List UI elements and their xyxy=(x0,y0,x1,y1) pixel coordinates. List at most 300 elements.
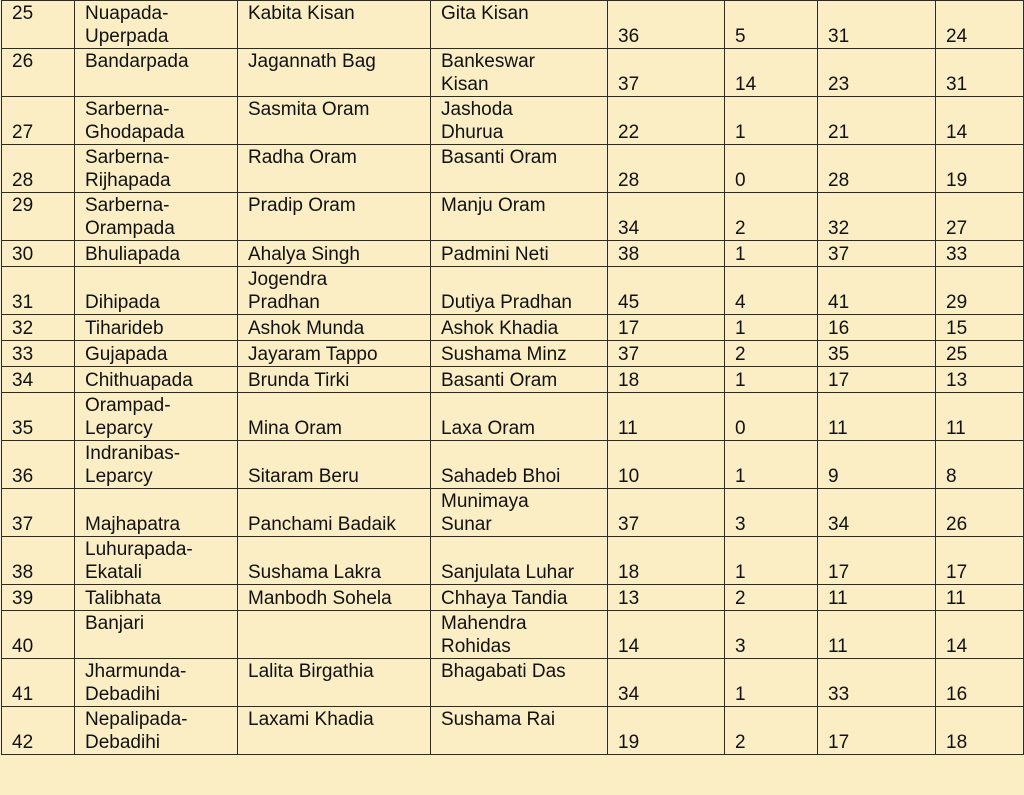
cell-text-line: Basanti Oram xyxy=(441,147,558,168)
count-cell-4 xyxy=(936,393,1024,441)
count-cell-4 xyxy=(936,267,1024,315)
count-cell-1 xyxy=(608,145,725,193)
serial-number-cell xyxy=(2,267,75,315)
count-cell-4 xyxy=(936,193,1024,241)
cell-text-line: Orampada xyxy=(85,218,175,239)
name-cell-2 xyxy=(431,315,608,341)
name-cell-2 xyxy=(431,441,608,489)
cell-text: 2 xyxy=(735,732,746,753)
cell-text-line: Sasmita Oram xyxy=(248,99,370,120)
serial-number-cell xyxy=(2,441,75,489)
cell-text-line: Gujapada xyxy=(85,344,168,365)
cell-text: 36 xyxy=(618,26,640,47)
cell-text-line: Laxami Khadia xyxy=(248,709,374,730)
cell-text-line: Basanti Oram xyxy=(441,370,558,391)
cell-text: 30 xyxy=(12,244,34,265)
cell-text: 35 xyxy=(828,344,850,365)
count-cell-4 xyxy=(936,367,1024,393)
cell-text-line: Padmini Neti xyxy=(441,244,549,265)
cell-text: 31 xyxy=(828,26,850,47)
cell-text: 26 xyxy=(12,51,34,72)
village-cell xyxy=(75,49,238,97)
cell-text-line: Dihipada xyxy=(85,292,160,313)
count-cell-3 xyxy=(818,49,936,97)
count-cell-2 xyxy=(725,1,818,49)
cell-text-line: Majhapatra xyxy=(85,514,181,535)
name-cell-2 xyxy=(431,193,608,241)
serial-number-cell xyxy=(2,315,75,341)
cell-text-line: Banjari xyxy=(85,613,145,634)
cell-text: 38 xyxy=(618,244,640,265)
table-row xyxy=(2,315,1024,341)
count-cell-1 xyxy=(608,537,725,585)
name-cell-2 xyxy=(431,97,608,145)
village-cell xyxy=(75,341,238,367)
cell-text: 34 xyxy=(12,370,34,391)
cell-text: 25 xyxy=(12,3,34,24)
count-cell-2 xyxy=(725,241,818,267)
cell-text-line: Chhaya Tandia xyxy=(441,588,568,609)
count-cell-3 xyxy=(818,585,936,611)
cell-text: 24 xyxy=(946,26,968,47)
cell-text-line: Jharmunda- xyxy=(85,661,187,682)
cell-text-line: Mahendra xyxy=(441,613,527,634)
village-cell xyxy=(75,585,238,611)
count-cell-3 xyxy=(818,367,936,393)
cell-text-line: Kisan xyxy=(441,74,489,95)
cell-text: 1 xyxy=(735,244,746,265)
name-cell-1 xyxy=(238,537,431,585)
count-cell-2 xyxy=(725,193,818,241)
village-cell xyxy=(75,241,238,267)
table-row xyxy=(2,97,1024,145)
cell-text-line: Sushama Rai xyxy=(441,709,556,730)
cell-text-line: Jagannath Bag xyxy=(248,51,376,72)
cell-text-line: Tiharideb xyxy=(85,318,164,339)
count-cell-2 xyxy=(725,393,818,441)
cell-text-line: Ahalya Singh xyxy=(248,244,360,265)
cell-text-line: Kabita Kisan xyxy=(248,3,355,24)
count-cell-4 xyxy=(936,707,1024,755)
count-cell-1 xyxy=(608,315,725,341)
table-row xyxy=(2,611,1024,659)
name-cell-1 xyxy=(238,49,431,97)
cell-text-line: Laxa Oram xyxy=(441,418,535,439)
name-cell-1 xyxy=(238,97,431,145)
cell-text-line: Manbodh Sohela xyxy=(248,588,392,609)
cell-text-line: Sunar xyxy=(441,514,492,535)
count-cell-3 xyxy=(818,441,936,489)
name-cell-1 xyxy=(238,707,431,755)
name-cell-2 xyxy=(431,145,608,193)
cell-text-line: Dutiya Pradhan xyxy=(441,292,572,313)
cell-text-line: Pradip Oram xyxy=(248,195,356,216)
cell-text-line: Ghodapada xyxy=(85,122,185,143)
count-cell-1 xyxy=(608,341,725,367)
cell-text-line: Sanjulata Luhar xyxy=(441,562,575,583)
cell-text: 42 xyxy=(12,732,34,753)
cell-text: 1 xyxy=(735,122,746,143)
cell-text: 36 xyxy=(12,466,34,487)
village-cell xyxy=(75,707,238,755)
name-cell-2 xyxy=(431,267,608,315)
serial-number-cell xyxy=(2,145,75,193)
cell-text: 11 xyxy=(618,418,638,439)
cell-text: 1 xyxy=(735,370,746,391)
count-cell-3 xyxy=(818,1,936,49)
serial-number-cell xyxy=(2,537,75,585)
count-cell-3 xyxy=(818,489,936,537)
serial-number-cell xyxy=(2,97,75,145)
cell-text: 40 xyxy=(12,636,34,657)
name-cell-2 xyxy=(431,489,608,537)
cell-text-line: Orampad- xyxy=(85,395,171,416)
table-row xyxy=(2,193,1024,241)
village-data-table xyxy=(1,0,1024,755)
count-cell-3 xyxy=(818,145,936,193)
village-cell xyxy=(75,659,238,707)
count-cell-1 xyxy=(608,97,725,145)
cell-text-line: Luhurapada- xyxy=(85,539,193,560)
village-cell xyxy=(75,489,238,537)
cell-text: 32 xyxy=(828,218,850,239)
cell-text-line: Ashok Munda xyxy=(248,318,365,339)
cell-text: 34 xyxy=(618,218,640,239)
village-cell xyxy=(75,267,238,315)
cell-text: 10 xyxy=(618,466,640,487)
count-cell-2 xyxy=(725,267,818,315)
cell-text: 19 xyxy=(618,732,640,753)
name-cell-2 xyxy=(431,341,608,367)
cell-text-line: Ekatali xyxy=(85,562,143,583)
count-cell-4 xyxy=(936,659,1024,707)
cell-text-line: Ashok Khadia xyxy=(441,318,559,339)
name-cell-2 xyxy=(431,659,608,707)
cell-text: 37 xyxy=(12,514,34,535)
cell-text-line: Sahadeb Bhoi xyxy=(441,466,561,487)
cell-text-line: Gita Kisan xyxy=(441,3,529,24)
table-row xyxy=(2,341,1024,367)
serial-number-cell xyxy=(2,393,75,441)
cell-text: 1 xyxy=(735,562,746,583)
cell-text: 26 xyxy=(946,514,968,535)
cell-text: 38 xyxy=(12,562,34,583)
cell-text: 8 xyxy=(946,466,957,487)
count-cell-1 xyxy=(608,441,725,489)
name-cell-1 xyxy=(238,367,431,393)
count-cell-1 xyxy=(608,489,725,537)
cell-text-line: Sitaram Beru xyxy=(248,466,359,487)
count-cell-2 xyxy=(725,489,818,537)
cell-text: 17 xyxy=(946,562,968,583)
cell-text: 35 xyxy=(12,418,34,439)
cell-text: 11 xyxy=(946,588,966,609)
count-cell-4 xyxy=(936,341,1024,367)
table-row xyxy=(2,241,1024,267)
name-cell-1 xyxy=(238,267,431,315)
cell-text: 11 xyxy=(828,418,848,439)
count-cell-3 xyxy=(818,315,936,341)
serial-number-cell xyxy=(2,489,75,537)
cell-text: 14 xyxy=(735,74,757,95)
cell-text: 41 xyxy=(12,684,34,705)
cell-text: 11 xyxy=(828,636,848,657)
table-body xyxy=(2,1,1024,755)
cell-text-line: Chithuapada xyxy=(85,370,193,391)
village-cell xyxy=(75,441,238,489)
cell-text: 11 xyxy=(828,588,848,609)
serial-number-cell xyxy=(2,341,75,367)
count-cell-1 xyxy=(608,49,725,97)
cell-text: 34 xyxy=(828,514,850,535)
count-cell-4 xyxy=(936,97,1024,145)
count-cell-4 xyxy=(936,145,1024,193)
village-cell xyxy=(75,611,238,659)
cell-text: 16 xyxy=(828,318,850,339)
cell-text-line: Manju Oram xyxy=(441,195,546,216)
table-row xyxy=(2,145,1024,193)
cell-text: 25 xyxy=(946,344,968,365)
table-row xyxy=(2,367,1024,393)
count-cell-1 xyxy=(608,193,725,241)
cell-text: 23 xyxy=(828,74,850,95)
name-cell-1 xyxy=(238,659,431,707)
village-cell xyxy=(75,1,238,49)
cell-text-line: Sushama Minz xyxy=(441,344,567,365)
serial-number-cell xyxy=(2,659,75,707)
cell-text: 14 xyxy=(946,122,968,143)
cell-text: 9 xyxy=(828,466,839,487)
cell-text: 17 xyxy=(828,732,850,753)
serial-number-cell xyxy=(2,585,75,611)
cell-text-line: Dhurua xyxy=(441,122,504,143)
count-cell-4 xyxy=(936,441,1024,489)
count-cell-2 xyxy=(725,537,818,585)
name-cell-1 xyxy=(238,315,431,341)
cell-text-line: Nuapada- xyxy=(85,3,169,24)
village-cell xyxy=(75,537,238,585)
cell-text: 37 xyxy=(828,244,850,265)
cell-text-line: Leparcy xyxy=(85,466,153,487)
count-cell-2 xyxy=(725,611,818,659)
count-cell-1 xyxy=(608,1,725,49)
cell-text: 2 xyxy=(735,588,746,609)
count-cell-1 xyxy=(608,367,725,393)
table-row xyxy=(2,49,1024,97)
count-cell-2 xyxy=(725,145,818,193)
cell-text: 32 xyxy=(12,318,34,339)
table-row xyxy=(2,659,1024,707)
table-row xyxy=(2,585,1024,611)
count-cell-1 xyxy=(608,393,725,441)
cell-text-line: Bhagabati Das xyxy=(441,661,566,682)
cell-text: 13 xyxy=(618,588,640,609)
cell-text-line: Mina Oram xyxy=(248,418,342,439)
cell-text: 21 xyxy=(828,122,850,143)
cell-text: 39 xyxy=(12,588,34,609)
table-row xyxy=(2,537,1024,585)
cell-text: 1 xyxy=(735,684,746,705)
count-cell-2 xyxy=(725,341,818,367)
cell-text: 18 xyxy=(618,370,640,391)
cell-text-line: Bankeswar xyxy=(441,51,535,72)
count-cell-3 xyxy=(818,707,936,755)
count-cell-1 xyxy=(608,659,725,707)
name-cell-2 xyxy=(431,707,608,755)
name-cell-1 xyxy=(238,489,431,537)
cell-text-line: Rohidas xyxy=(441,636,511,657)
count-cell-3 xyxy=(818,193,936,241)
count-cell-3 xyxy=(818,97,936,145)
cell-text: 0 xyxy=(735,418,746,439)
cell-text-line: Munimaya xyxy=(441,491,529,512)
village-cell xyxy=(75,393,238,441)
cell-text: 34 xyxy=(618,684,640,705)
count-cell-4 xyxy=(936,489,1024,537)
table-row xyxy=(2,707,1024,755)
cell-text: 28 xyxy=(828,170,850,191)
serial-number-cell xyxy=(2,611,75,659)
serial-number-cell xyxy=(2,367,75,393)
name-cell-1 xyxy=(238,441,431,489)
cell-text-line: Uperpada xyxy=(85,26,169,47)
serial-number-cell xyxy=(2,193,75,241)
village-cell xyxy=(75,145,238,193)
cell-text-line: Sarberna- xyxy=(85,99,170,120)
count-cell-4 xyxy=(936,49,1024,97)
cell-text: 5 xyxy=(735,26,746,47)
count-cell-3 xyxy=(818,393,936,441)
count-cell-4 xyxy=(936,611,1024,659)
name-cell-2 xyxy=(431,1,608,49)
cell-text: 33 xyxy=(828,684,850,705)
name-cell-1 xyxy=(238,585,431,611)
cell-text-line: Brunda Tirki xyxy=(248,370,350,391)
cell-text: 29 xyxy=(12,195,34,216)
cell-text-line: Sushama Lakra xyxy=(248,562,382,583)
cell-text-line: Indranibas- xyxy=(85,443,181,464)
count-cell-2 xyxy=(725,49,818,97)
village-cell xyxy=(75,315,238,341)
name-cell-1 xyxy=(238,611,431,659)
cell-text: 33 xyxy=(946,244,968,265)
cell-text: 18 xyxy=(946,732,968,753)
cell-text: 22 xyxy=(618,122,640,143)
name-cell-1 xyxy=(238,193,431,241)
cell-text: 1 xyxy=(735,318,746,339)
table-row xyxy=(2,489,1024,537)
cell-text: 13 xyxy=(946,370,968,391)
cell-text-line: Bhuliapada xyxy=(85,244,181,265)
table-row xyxy=(2,267,1024,315)
count-cell-4 xyxy=(936,1,1024,49)
cell-text-line: Jayaram Tappo xyxy=(248,344,378,365)
cell-text: 3 xyxy=(735,514,746,535)
cell-text: 28 xyxy=(618,170,640,191)
cell-text-line: Leparcy xyxy=(85,418,153,439)
count-cell-4 xyxy=(936,537,1024,585)
serial-number-cell xyxy=(2,1,75,49)
cell-text: 37 xyxy=(618,344,640,365)
count-cell-4 xyxy=(936,241,1024,267)
count-cell-3 xyxy=(818,611,936,659)
serial-number-cell xyxy=(2,241,75,267)
count-cell-1 xyxy=(608,267,725,315)
name-cell-1 xyxy=(238,241,431,267)
cell-text: 14 xyxy=(946,636,968,657)
count-cell-2 xyxy=(725,315,818,341)
cell-text: 29 xyxy=(946,292,968,313)
cell-text: 31 xyxy=(946,74,968,95)
count-cell-2 xyxy=(725,441,818,489)
count-cell-4 xyxy=(936,315,1024,341)
cell-text-line: Jashoda xyxy=(441,99,513,120)
count-cell-1 xyxy=(608,585,725,611)
name-cell-2 xyxy=(431,585,608,611)
cell-text: 27 xyxy=(12,122,34,143)
serial-number-cell xyxy=(2,49,75,97)
cell-text: 33 xyxy=(12,344,34,365)
cell-text-line: Debadihi xyxy=(85,684,160,705)
cell-text: 14 xyxy=(618,636,640,657)
cell-text: 17 xyxy=(828,370,850,391)
cell-text-line: Rijhapada xyxy=(85,170,171,191)
cell-text: 27 xyxy=(946,218,968,239)
cell-text: 4 xyxy=(735,292,746,313)
cell-text: 2 xyxy=(735,344,746,365)
cell-text: 15 xyxy=(946,318,968,339)
count-cell-4 xyxy=(936,585,1024,611)
cell-text: 0 xyxy=(735,170,746,191)
count-cell-2 xyxy=(725,707,818,755)
name-cell-2 xyxy=(431,241,608,267)
count-cell-3 xyxy=(818,267,936,315)
village-cell xyxy=(75,193,238,241)
name-cell-2 xyxy=(431,611,608,659)
count-cell-2 xyxy=(725,585,818,611)
cell-text: 2 xyxy=(735,218,746,239)
cell-text: 1 xyxy=(735,466,746,487)
name-cell-1 xyxy=(238,1,431,49)
count-cell-2 xyxy=(725,659,818,707)
count-cell-2 xyxy=(725,367,818,393)
cell-text: 11 xyxy=(946,418,966,439)
count-cell-1 xyxy=(608,611,725,659)
cell-text-line: Talibhata xyxy=(85,588,162,609)
cell-text: 19 xyxy=(946,170,968,191)
cell-text: 37 xyxy=(618,74,640,95)
cell-text-line: Debadihi xyxy=(85,732,160,753)
cell-text: 16 xyxy=(946,684,968,705)
cell-text: 3 xyxy=(735,636,746,657)
cell-text: 45 xyxy=(618,292,640,313)
name-cell-1 xyxy=(238,393,431,441)
cell-text-line: Sarberna- xyxy=(85,195,170,216)
cell-text-line: Sarberna- xyxy=(85,147,170,168)
cell-text-line: Panchami Badaik xyxy=(248,514,396,535)
cell-text: 31 xyxy=(12,292,34,313)
count-cell-1 xyxy=(608,707,725,755)
count-cell-3 xyxy=(818,659,936,707)
cell-text: 28 xyxy=(12,170,34,191)
cell-text-line: Lalita Birgathia xyxy=(248,661,374,682)
count-cell-3 xyxy=(818,537,936,585)
table-row xyxy=(2,441,1024,489)
cell-text-line: Pradhan xyxy=(248,292,320,313)
cell-text-line: Radha Oram xyxy=(248,147,357,168)
cell-text: 37 xyxy=(618,514,640,535)
cell-text-line: Jogendra xyxy=(248,269,328,290)
